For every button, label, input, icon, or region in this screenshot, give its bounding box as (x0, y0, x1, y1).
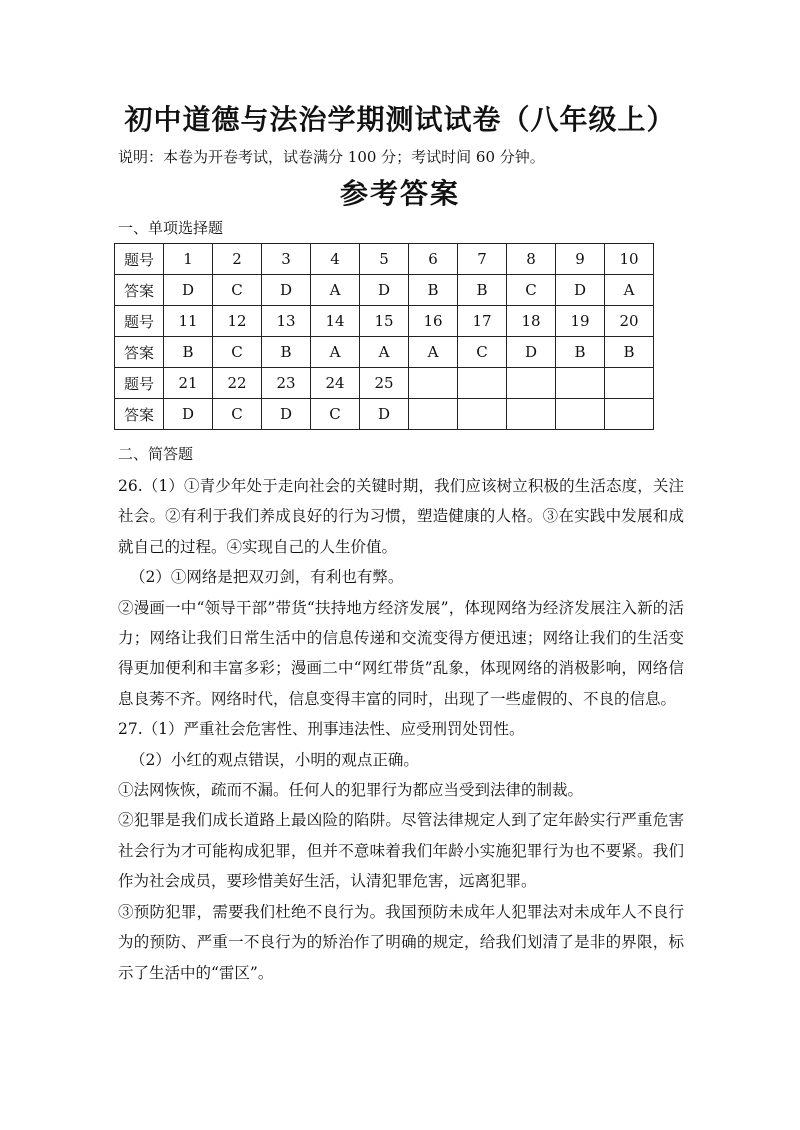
table-cell: D (360, 399, 409, 430)
table-cell (458, 399, 507, 430)
section-label-short-answer: 二、简答题 (118, 445, 194, 463)
table-row (115, 306, 654, 337)
answer-paragraph: ③预防犯罪，需要我们杜绝不良行为。我国预防未成年人犯罪法对未成年人不良行为的预防、严重一不良行为的矫治作了明确的规定，给我们划清了是非的界限，标示了生活中的“雷区”。 (118, 902, 684, 982)
table-cell: 18 (507, 306, 556, 337)
table-cell (507, 368, 556, 399)
table-cell: D (507, 337, 556, 368)
table-row (115, 399, 654, 430)
table-cell: 10 (605, 244, 654, 275)
table-cell: D (164, 399, 213, 430)
table-cell (556, 399, 605, 430)
answer-paragraph: 26.（1）①青少年处于走向社会的关键时期，我们应该树立积极的生活态度，关注社会。②有利于我们养成良好的行为习惯，塑造健康的人格。③在实践中发展和成就自己的过程。④实现自己的人生价值。 (118, 477, 684, 556)
table-cell: 1 (164, 244, 213, 275)
table-cell: 17 (458, 306, 507, 337)
table-cell: 24 (311, 368, 360, 399)
table-cell: D (360, 275, 409, 306)
row-header-cell: 题号 (115, 368, 164, 399)
table-cell: D (556, 275, 605, 306)
table-cell: 2 (213, 244, 262, 275)
table-cell: 22 (213, 368, 262, 399)
table-cell: 5 (360, 244, 409, 275)
table-cell: A (605, 275, 654, 306)
table-cell: 19 (556, 306, 605, 337)
table-cell: 4 (311, 244, 360, 275)
table-cell: D (262, 275, 311, 306)
table-row (115, 244, 654, 275)
table-row (115, 337, 654, 368)
table-cell: C (458, 337, 507, 368)
table-row (115, 275, 654, 306)
row-header-cell: 题号 (115, 306, 164, 337)
table-cell: 3 (262, 244, 311, 275)
table-cell: C (507, 275, 556, 306)
table-cell: D (164, 275, 213, 306)
answer-paragraph: （2）①网络是把双刃剑，有利也有弊。 (130, 568, 404, 587)
row-header-cell: 答案 (115, 399, 164, 430)
exam-note: 说明：本卷为开卷考试，试卷满分 100 分；考试时间 60 分钟。 (118, 148, 545, 166)
table-cell: A (311, 337, 360, 368)
answer-table (114, 243, 654, 430)
table-cell: B (409, 275, 458, 306)
table-cell (605, 399, 654, 430)
table-row (115, 368, 654, 399)
table-cell: 15 (360, 306, 409, 337)
table-cell: B (164, 337, 213, 368)
table-cell: 12 (213, 306, 262, 337)
table-cell: C (213, 275, 262, 306)
answer-paragraph: （2）小红的观点错误，小明的观点正确。 (130, 750, 419, 769)
table-cell (507, 399, 556, 430)
section-label-single-choice: 一、单项选择题 (118, 219, 224, 237)
table-cell: 8 (507, 244, 556, 275)
table-cell: 20 (605, 306, 654, 337)
table-cell: B (458, 275, 507, 306)
answer-paragraph: ②漫画一中“领导干部”带货“扶持地方经济发展”，体现网络为经济发展注入新的活力；网络让我们日常生活中的信息传递和交流变得方便迅速；网络让我们的生活变得更加便利和丰富多彩；漫画二中“网红带货”乱象，体现网络的消极影响，网络信息良莠不齐。网络时代，信息变得丰富的同时，出现了一些虚假的、不良的信息。 (118, 598, 684, 708)
row-header-cell: 题号 (115, 244, 164, 275)
row-header-cell: 答案 (115, 275, 164, 306)
table-cell: 16 (409, 306, 458, 337)
table-cell (458, 368, 507, 399)
table-cell: 14 (311, 306, 360, 337)
table-cell: A (360, 337, 409, 368)
table-cell: 7 (458, 244, 507, 275)
table-cell (605, 368, 654, 399)
answer-paragraph: ①法网恢恢，疏而不漏。任何人的犯罪行为都应当受到法律的制裁。 (118, 781, 584, 800)
table-cell: 25 (360, 368, 409, 399)
table-cell (409, 368, 458, 399)
table-cell: 23 (262, 368, 311, 399)
table-cell: B (262, 337, 311, 368)
answer-paragraph: 27.（1）严重社会危害性、刑事违法性、应受刑罚处罚性。 (118, 720, 525, 739)
table-cell: A (311, 275, 360, 306)
answer-paragraph: ②犯罪是我们成长道路上最凶险的陷阱。尽管法律规定人到了定年龄实行严重危害社会行为才可能构成犯罪，但并不意味着我们年龄小实施犯罪行为也不要紧。我们作为社会成员，要珍惜美好生活，认清犯罪危害，远离犯罪。 (118, 811, 684, 891)
table-cell: C (213, 399, 262, 430)
answer-heading: 参考答案 (339, 177, 460, 210)
table-cell (556, 368, 605, 399)
table-cell: C (213, 337, 262, 368)
table-cell: 13 (262, 306, 311, 337)
table-cell: A (409, 337, 458, 368)
page-title: 初中道德与法治学期测试试卷（八年级上） (124, 103, 676, 136)
row-header-cell: 答案 (115, 337, 164, 368)
table-cell: B (556, 337, 605, 368)
table-cell: 21 (164, 368, 213, 399)
table-cell: D (262, 399, 311, 430)
table-cell: 9 (556, 244, 605, 275)
table-cell: B (605, 337, 654, 368)
short-answer-body (118, 471, 684, 988)
table-cell: 6 (409, 244, 458, 275)
table-cell: C (311, 399, 360, 430)
table-cell (409, 399, 458, 430)
table-cell: 11 (164, 306, 213, 337)
